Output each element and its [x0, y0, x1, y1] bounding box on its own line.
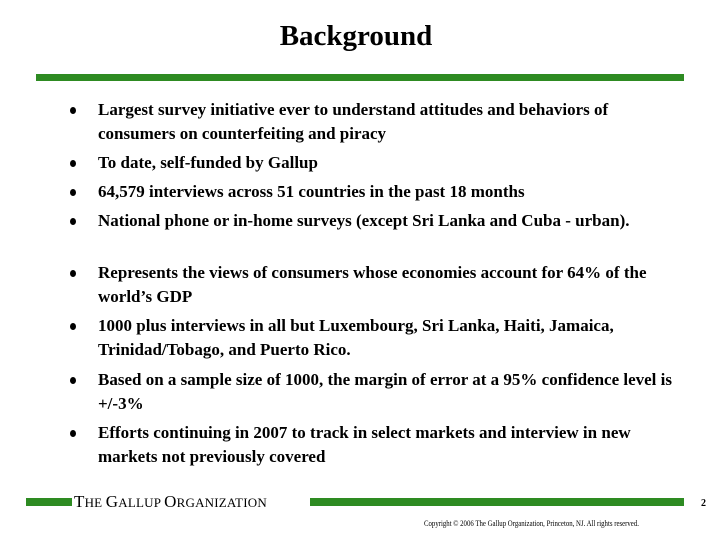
bullet-item	[98, 151, 688, 175]
bullet-dot-icon	[70, 270, 76, 277]
org-initial-g: G	[105, 492, 119, 511]
bullet-item	[98, 180, 688, 204]
org-word-organization: RGANIZATION	[176, 495, 267, 510]
bullet-dot-icon	[70, 189, 76, 196]
bullet-text: To date, self-funded by Gallup	[98, 153, 318, 172]
bullet-item	[98, 98, 688, 146]
bullet-text: 64,579 interviews across 51 countries in the past 18 months	[98, 182, 525, 201]
bullet-text: Largest survey initiative ever to understand attitudes and behaviors of consumers on counterfeiting and piracy	[98, 100, 609, 143]
bullet-text: 1000 plus interviews in all but Luxembourg, Sri Lanka, Haiti, Jamaica, Trinidad/Tobago, and Puerto Rico.	[98, 316, 614, 359]
slide-title: Background	[279, 20, 433, 52]
page-number: 2	[701, 498, 706, 509]
bullet-dot-icon	[70, 107, 76, 114]
org-initial-o: O	[164, 492, 177, 511]
bullet-dot-icon	[70, 218, 76, 225]
bullet-dot-icon	[70, 160, 76, 167]
bullet-dot-icon	[70, 323, 76, 330]
bullet-text: Efforts continuing in 2007 to track in select markets and interview in new markets not previously covered	[98, 423, 631, 466]
bullet-dot-icon	[70, 430, 76, 437]
org-initial-t: T	[74, 492, 85, 511]
bullet-item	[98, 261, 688, 309]
organization-name	[74, 491, 267, 514]
bullet-text: Based on a sample size of 1000, the margin of error at a 95% confidence level is +/-3%	[98, 370, 672, 413]
bullet-text: National phone or in-home surveys (except Sri Lanka and Cuba - urban).	[98, 211, 630, 230]
bullet-item	[98, 314, 688, 362]
bullet-item	[98, 368, 688, 416]
bullet-text: Represents the views of consumers whose economies account for 64% of the world’s GDP	[98, 263, 647, 306]
copyright-notice: Copyright © 2006 The Gallup Organization, Princeton, NJ. All rights reserved.	[424, 519, 639, 528]
bullet-item	[98, 421, 688, 469]
org-word-the: HE	[84, 495, 106, 510]
footer-divider-left	[26, 498, 72, 506]
org-word-gallup: ALLUP	[118, 495, 165, 510]
bullet-dot-icon	[70, 377, 76, 384]
bullet-item	[98, 209, 688, 233]
footer-divider-right	[310, 498, 684, 506]
